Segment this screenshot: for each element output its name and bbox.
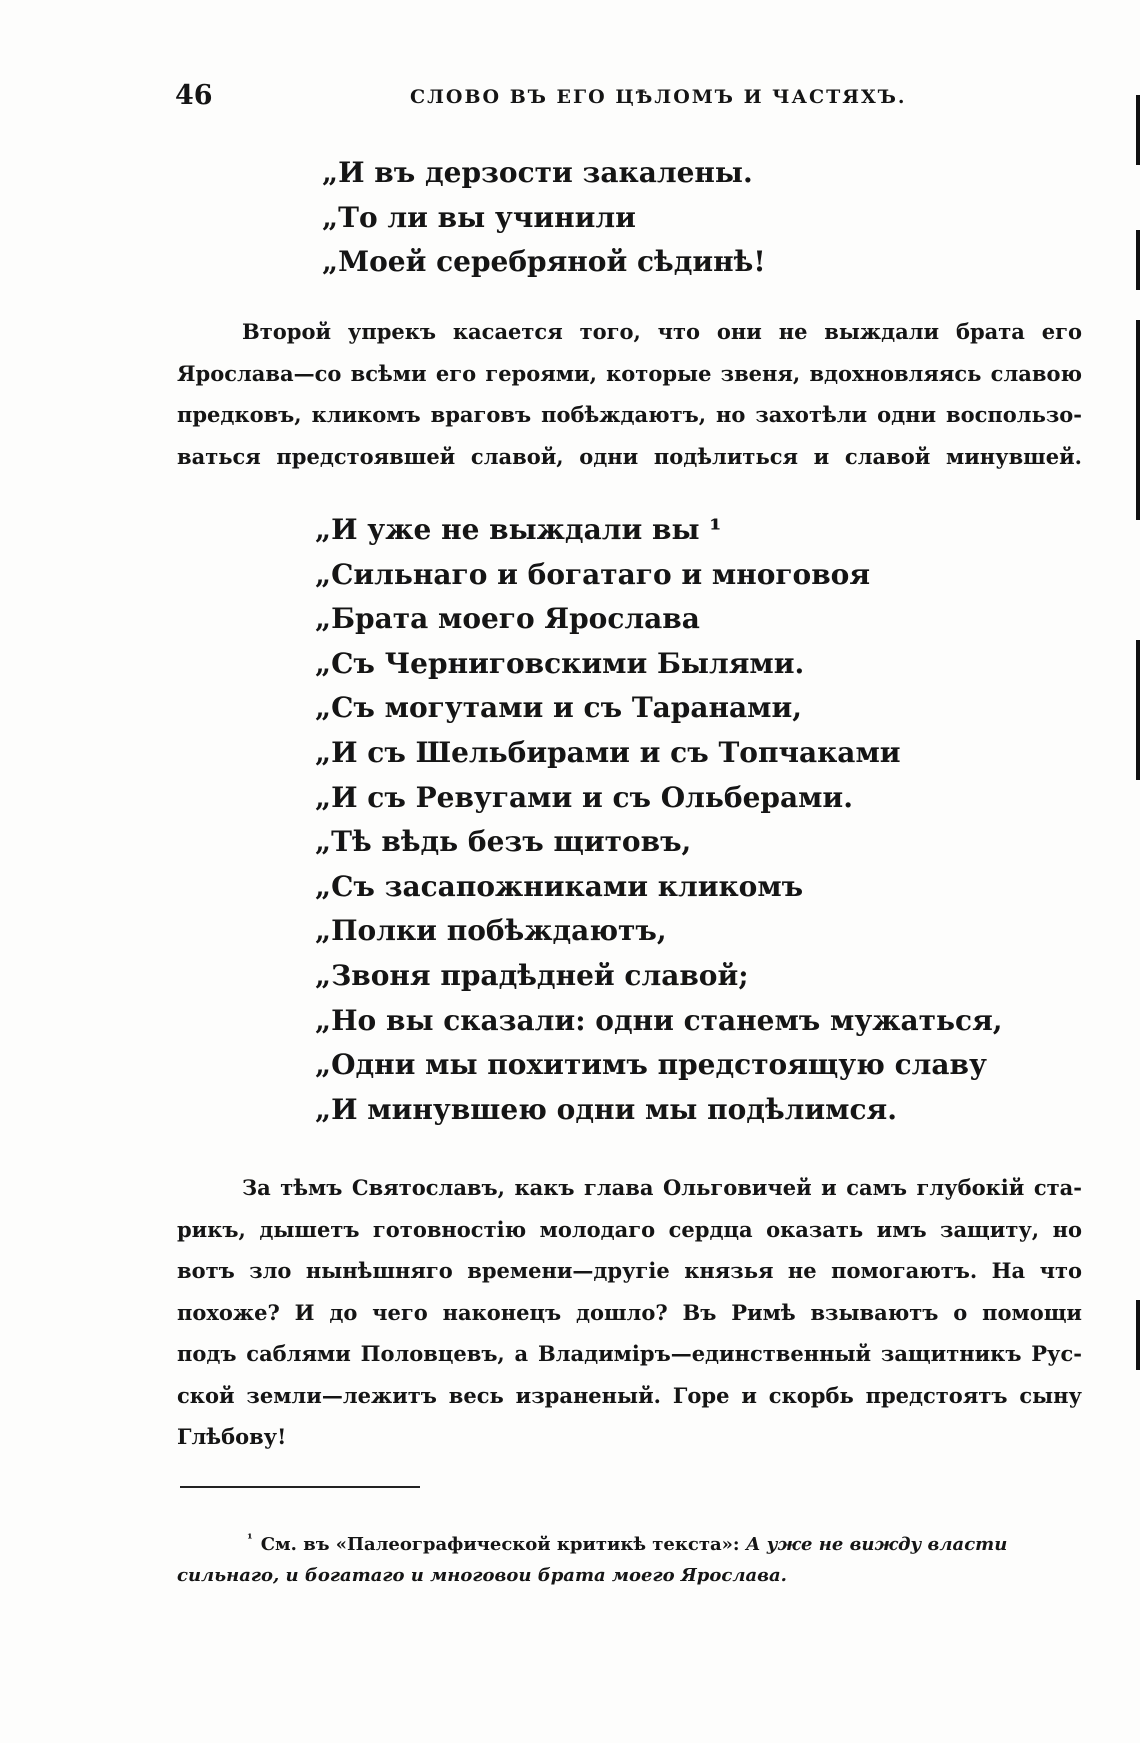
paragraph-line: За тѣмъ Святославъ, какъ глава Ольговичей и самъ глубокій ста- bbox=[242, 1175, 1082, 1200]
paragraph-2 bbox=[177, 1167, 1082, 1458]
verse-line: „И минувшею одни мы подѣлимся. bbox=[315, 1092, 897, 1126]
page-header bbox=[175, 80, 1085, 120]
page-number: 46 bbox=[175, 80, 213, 111]
paragraph-line: Глѣбову! bbox=[177, 1424, 287, 1449]
paragraph-line: подъ саблями Половцевъ, а Владиміръ—единственный защитникъ Рус- bbox=[177, 1341, 1082, 1366]
footnote-marker: ¹ bbox=[247, 1532, 253, 1547]
paragraph-line: рикъ, дышетъ готовностію молодаго сердца оказать имъ защиту, но bbox=[177, 1216, 1082, 1242]
verse-line: „Съ засапожниками кликомъ bbox=[315, 869, 804, 903]
verse-line: „Моей серебряной сѣдинѣ! bbox=[322, 245, 766, 279]
paragraph-line: Ярослава—со всѣми его героями, которые звеня, вдохновляясь славою bbox=[177, 360, 1082, 386]
verse-line: „Тѣ вѣдь безъ щитовъ, bbox=[315, 825, 692, 859]
verse-line: „Звоня прадѣдней славой; bbox=[315, 958, 749, 992]
verse-block-2 bbox=[315, 508, 1003, 1132]
verse-line: „Одни мы похитимъ предстоящую славу bbox=[315, 1048, 987, 1082]
paragraph-line: вотъ зло нынѣшняго времени—другіе князья не помогаютъ. На что bbox=[177, 1258, 1082, 1283]
running-head: СЛОВО ВЪ ЕГО ЦѢЛОМЪ И ЧАСТЯХЪ. bbox=[410, 86, 907, 108]
verse-line: „Съ могутами и съ Таранами, bbox=[315, 691, 802, 725]
paragraph-1 bbox=[177, 311, 1082, 477]
verse-line: „Съ Черниговскими Былями. bbox=[315, 646, 805, 680]
scan-edge-mark bbox=[1136, 320, 1140, 520]
verse-line: „И въ дерзости закалены. bbox=[322, 156, 753, 189]
paragraph-line: ваться предстоявшей славой, одни подѣлиться и славой минувшей. bbox=[177, 443, 1082, 469]
verse-line: „Но вы сказали: одни станемъ мужаться, bbox=[315, 1003, 1003, 1037]
footnote-line bbox=[177, 1522, 1082, 1558]
footnote-line bbox=[177, 1558, 1082, 1594]
scan-edge-mark bbox=[1136, 1300, 1140, 1370]
verse-line: „И уже не выждали вы ¹ bbox=[315, 513, 722, 546]
paragraph-line: ской земли—лежитъ весь израненый. Горе и скорбь предстоятъ сыну bbox=[177, 1382, 1082, 1408]
footnote bbox=[177, 1522, 1082, 1594]
scan-edge-mark bbox=[1136, 230, 1140, 290]
footnote-quote: сильнаго, и богатаго и многовои брата моего Ярослава. bbox=[177, 1565, 787, 1586]
paragraph-line: предковъ, кликомъ враговъ побѣждаютъ, но захотѣли одни воспользо- bbox=[177, 402, 1082, 427]
paragraph-line: Второй упрекъ касается того, что они не выждали брата его bbox=[242, 319, 1082, 344]
verse-line: „Брата моего Ярослава bbox=[315, 602, 700, 636]
verse-line: „Полки побѣждаютъ, bbox=[315, 914, 667, 948]
footnote-text: См. въ «Палеографической критикѣ текста»: bbox=[260, 1534, 746, 1555]
scan-edge-mark bbox=[1136, 95, 1140, 165]
verse-line: „Сильнаго и богатаго и многовоя bbox=[315, 557, 871, 591]
scan-edge-mark bbox=[1136, 640, 1140, 780]
verse-line: „И съ Ревугами и съ Ольберами. bbox=[315, 780, 853, 814]
verse-block-1 bbox=[322, 151, 766, 285]
verse-line: „То ли вы учинили bbox=[322, 200, 636, 234]
verse-line: „И съ Шельбирами и съ Топчаками bbox=[315, 735, 901, 769]
paragraph-line: похоже? И до чего наконецъ дошло? Въ Римѣ взываютъ о помощи bbox=[177, 1299, 1082, 1325]
footnote-divider bbox=[180, 1486, 420, 1488]
footnote-quote: А уже не вижду власти bbox=[745, 1534, 1008, 1555]
